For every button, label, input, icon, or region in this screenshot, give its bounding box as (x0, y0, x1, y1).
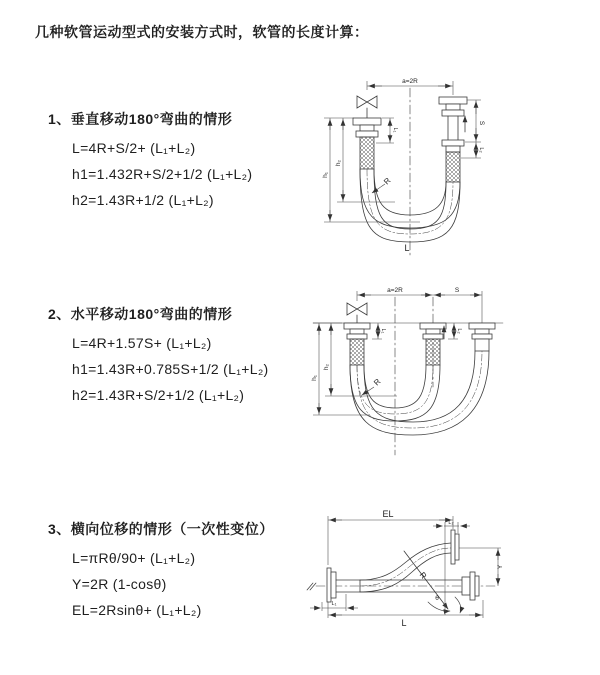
radius-label: R (372, 377, 383, 388)
right-flange-moved (469, 323, 495, 351)
section-2 (48, 304, 269, 408)
dim-label-l: L (401, 618, 407, 628)
dim-label-l1: L₁ (392, 127, 398, 133)
section-1-heading: 1、垂直移动180°弯曲的情形 (48, 111, 233, 127)
dim-label-l2: L₂ (456, 328, 462, 334)
dim-label-y: Y (497, 564, 504, 570)
formula-line: h1=1.432R+S/2+1/2 (L₁+L₂) (72, 166, 253, 182)
hose-moved-inner-wall (364, 351, 475, 422)
dim-label-l2: L₂ (448, 520, 454, 526)
dim-label-l2: L₂ (478, 147, 484, 153)
dim-label-h2: h₂ (335, 159, 342, 167)
upper-flange (451, 530, 459, 564)
angle-arc (455, 597, 461, 613)
dim-label-a2r: a=2R (387, 287, 403, 294)
left-flange (353, 118, 381, 137)
dim-label-l1: L₁ (331, 601, 337, 607)
dimension-lines (313, 291, 482, 415)
formula-line: Y=2R (1-cosθ) (72, 576, 167, 592)
formula-line: h2=1.43R+1/2 (L₁+L₂) (72, 192, 214, 208)
dim-label-s: S (478, 120, 485, 126)
valve-icon (357, 96, 377, 108)
page-title: 几种软管运动型式的安装方式时，软管的长度计算： (35, 24, 369, 40)
angle-label: θ (435, 595, 439, 602)
section-3 (48, 519, 274, 623)
formula-line: L=πRθ/90+ (L₁+L₂) (72, 550, 196, 566)
hose-upper-wall (360, 543, 451, 580)
braided-hose-section (446, 152, 460, 182)
right-flange-lower (442, 140, 464, 152)
section-3-heading: 3、横向位移的情形（一次性变位） (48, 521, 274, 537)
dim-label-h1: h₁ (311, 375, 318, 381)
dim-label-a2r: a=2R (402, 78, 418, 85)
section-2-heading: 2、水平移动180°弯曲的情形 (48, 306, 233, 322)
right-flange-upper (439, 97, 467, 116)
formula-line: h2=1.43R+S/2+1/2 (L₁+L₂) (72, 387, 245, 403)
dim-label-s: S (454, 287, 460, 294)
formula-line: L=4R+1.57S+ (L₁+L₂) (72, 335, 212, 351)
dim-label-h2: h₂ (323, 363, 330, 371)
angle-arc (428, 602, 450, 611)
dim-label-l1: L₁ (380, 328, 386, 334)
radius-label: R (417, 570, 429, 581)
diagram-horizontal-180-bend (305, 283, 600, 463)
hose-moved-outer-wall (350, 351, 489, 435)
valve-icon (347, 303, 367, 315)
section-1 (48, 109, 252, 213)
left-flange (327, 568, 336, 602)
middle-flange (420, 323, 446, 339)
formula-line: h1=1.43R+0.785S+1/2 (L₁+L₂) (72, 361, 269, 377)
formula-line: L=4R+S/2+ (L₁+L₂) (72, 140, 196, 156)
braided-hose-section (350, 339, 364, 365)
dim-label-el: EL (382, 509, 394, 519)
left-flange (344, 323, 370, 339)
pipe-break-mark (307, 583, 316, 590)
formula-line: EL=2Rsinθ+ (L₁+L₂) (72, 602, 202, 618)
dimension-lines (310, 516, 501, 618)
dim-label-h1: h₁ (322, 172, 329, 178)
diagram-vertical-180-bend (310, 70, 600, 265)
length-label: L (404, 243, 410, 253)
braided-hose-section (360, 137, 374, 169)
diagram-lateral-displacement (300, 505, 600, 655)
right-flange-lower (462, 572, 479, 600)
pipe-walls (448, 116, 458, 140)
radius-label: R (382, 176, 393, 187)
braided-hose-section (426, 339, 440, 365)
